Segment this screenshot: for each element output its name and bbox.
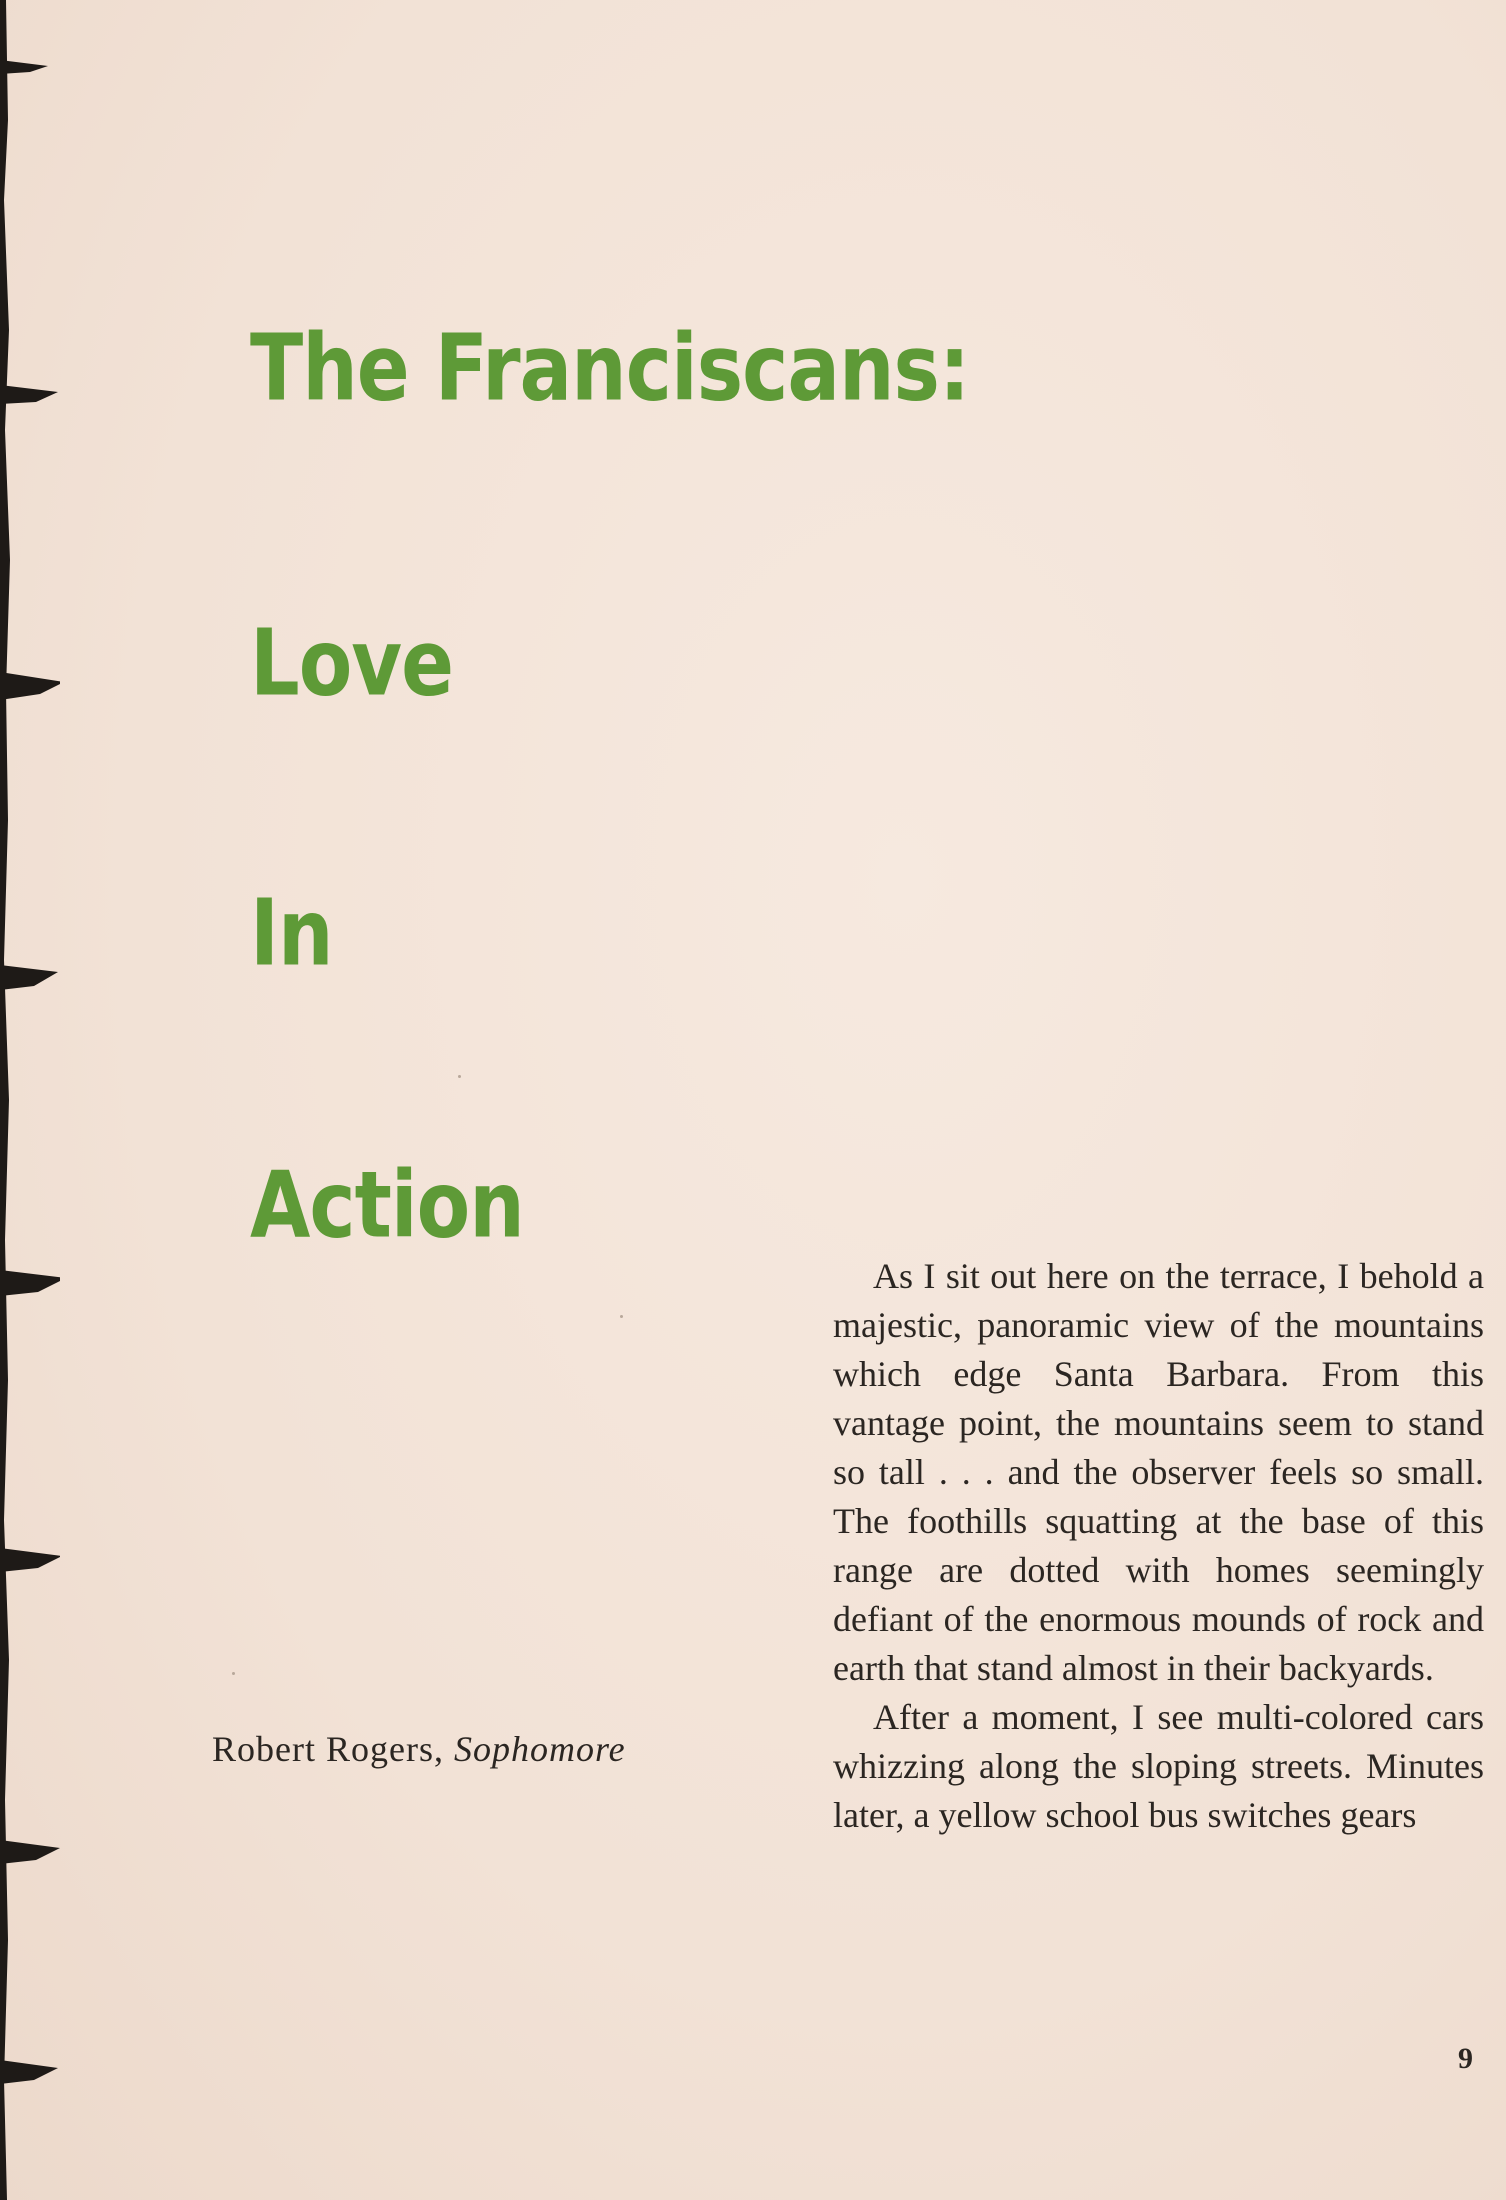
title-line-2: Love bbox=[250, 610, 454, 718]
paper-speck bbox=[620, 1315, 623, 1318]
torn-binding-edge bbox=[0, 0, 60, 2200]
author-name: Robert Rogers, bbox=[212, 1729, 444, 1769]
title-line-3: In bbox=[250, 880, 333, 988]
paper-speck bbox=[232, 1672, 235, 1675]
author-role: Sophomore bbox=[453, 1729, 626, 1769]
paper-speck bbox=[458, 1075, 461, 1078]
article-body bbox=[833, 1252, 1484, 1840]
page-number: 9 bbox=[1458, 2042, 1473, 2075]
title-line-4: Action bbox=[250, 1152, 524, 1260]
body-paragraph-1: As I sit out here on the terrace, I behold a majestic, panoramic view of the mountains which edge Santa Barbara. From this vantage point, the mountains seem to stand so tall . . . and the observer feels so small. The foothills squatting at the base of this range are dotted with homes seemingly defiant of the enormous mounds of rock and earth that stand almost in their backyards. bbox=[833, 1256, 1484, 1688]
title-line-1: The Franciscans: bbox=[250, 315, 970, 423]
body-paragraph-2: After a moment, I see multi-colored cars whizzing along the sloping streets. Minutes later, a yellow school bus switches gears bbox=[833, 1697, 1484, 1835]
byline bbox=[212, 1728, 626, 1770]
